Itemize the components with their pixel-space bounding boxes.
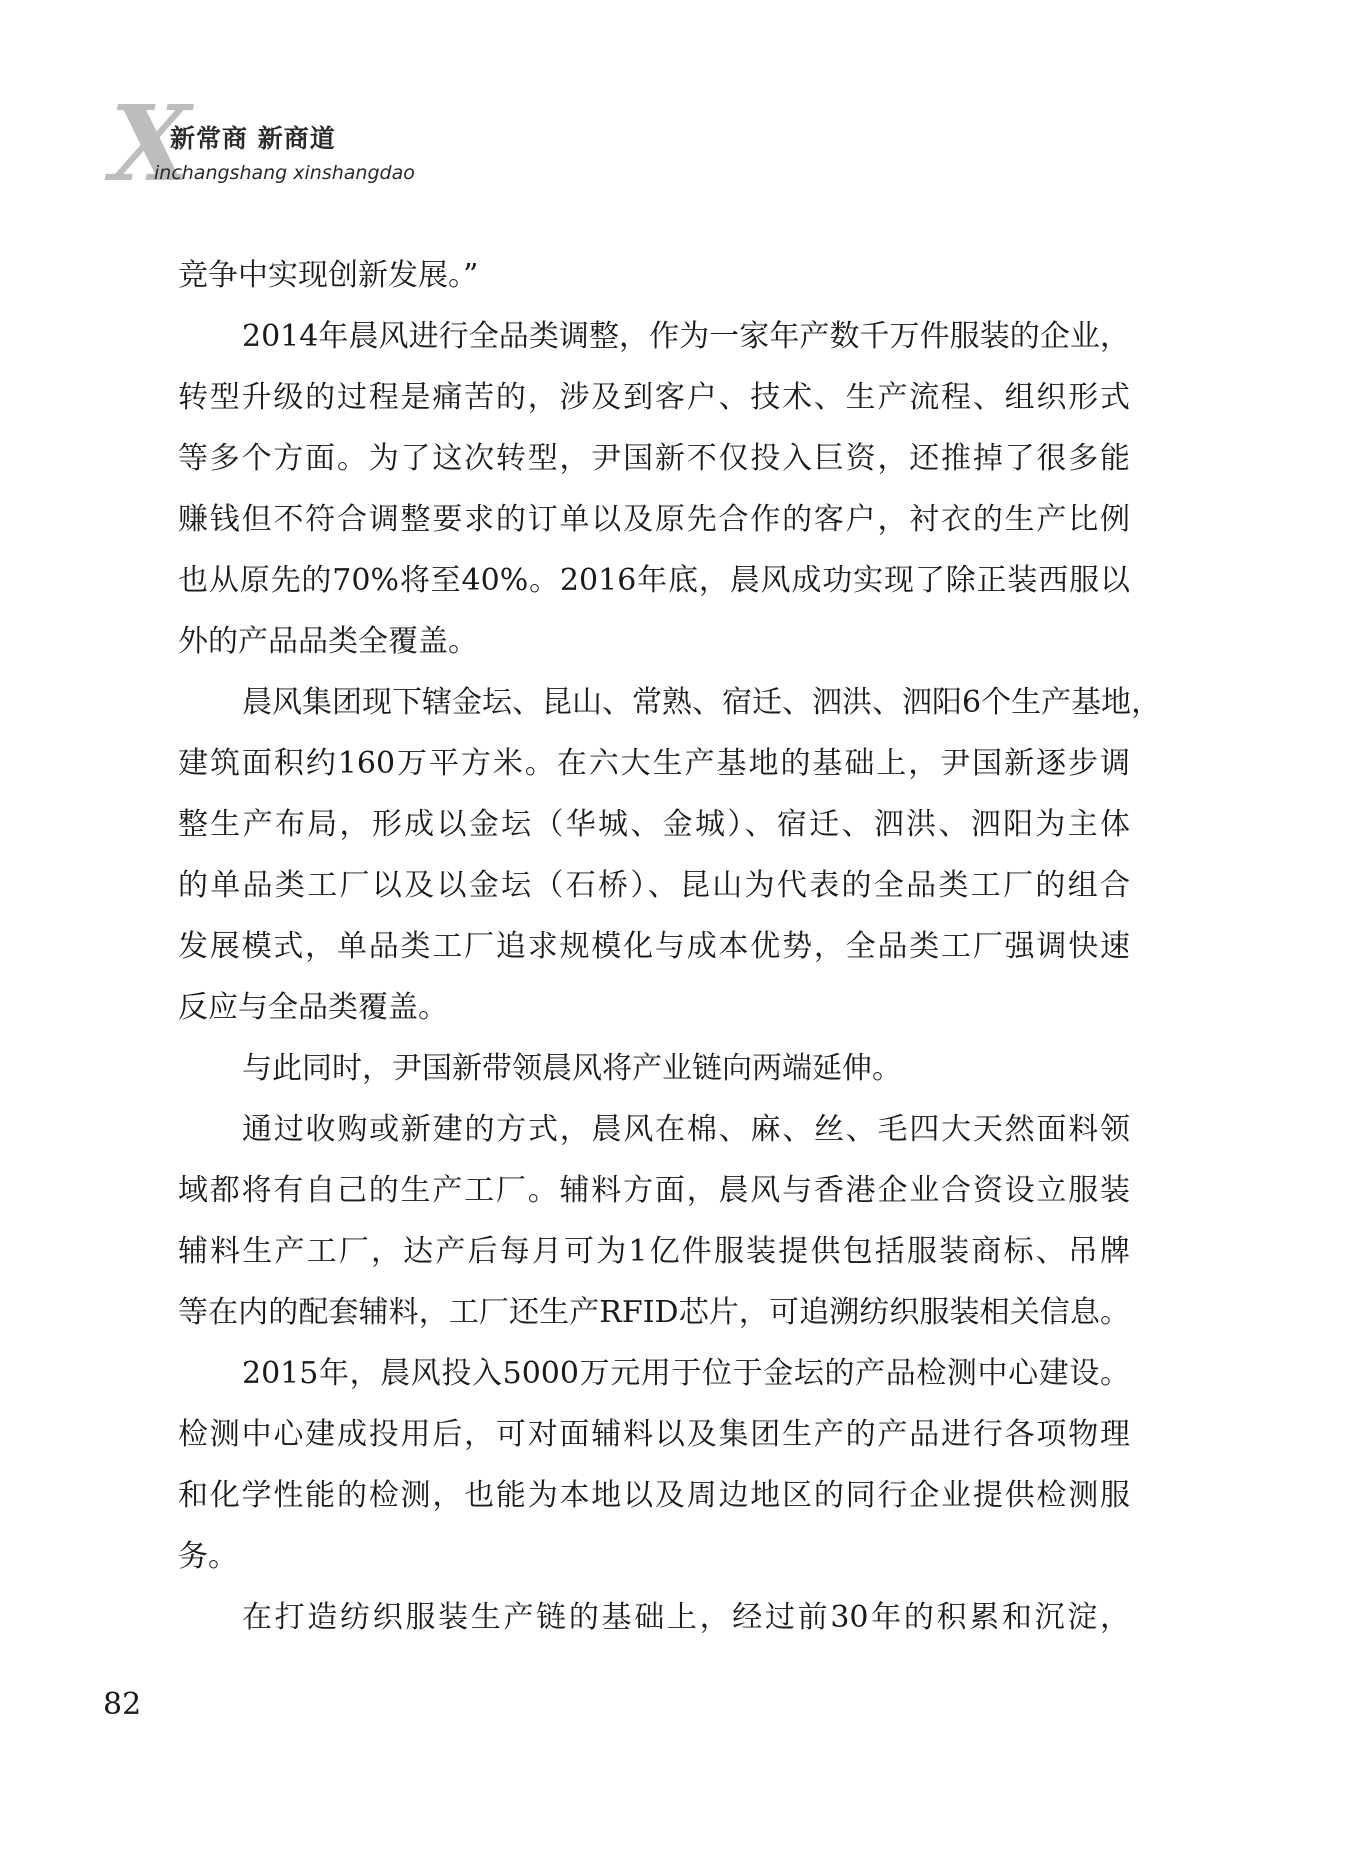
- text-line: 通过收购或新建的方式，晨风在棉、麻、丝、毛四大天然面料领: [242, 1112, 1130, 1147]
- text-line: 发展模式，单品类工厂追求规模化与成本优势，全品类工厂强调快速: [178, 929, 1130, 964]
- text-line: 整生产布局，形成以金坛（华城、金城）、宿迁、泗洪、泗阳为主体: [178, 807, 1130, 842]
- text-line: 赚钱但不符合调整要求的订单以及原先合作的客户，衬衣的生产比例: [178, 502, 1130, 537]
- text-line: 晨风集团现下辖金坛、昆山、常熟、宿迁、泗洪、泗阳6个生产基地，: [242, 685, 1162, 720]
- text-line: 建筑面积约160万平方米。在六大生产基地的基础上，尹国新逐步调: [178, 746, 1130, 781]
- text-line: 与此同时，尹国新带领晨风将产业链向两端延伸。: [242, 1051, 902, 1086]
- text-line: 转型升级的过程是痛苦的，涉及到客户、技术、生产流程、组织形式: [178, 380, 1130, 415]
- text-line: 务。: [178, 1539, 238, 1574]
- text-line: 等在内的配套辅料，工厂还生产RFID芯片，可追溯纺织服装相关信息。: [178, 1295, 1130, 1330]
- text-line: 和化学性能的检测，也能为本地以及周边地区的同行企业提供检测服: [178, 1478, 1130, 1513]
- running-header: [110, 82, 430, 205]
- text-line: 在打造纺织服装生产链的基础上，经过前30年的积累和沉淀，: [242, 1600, 1130, 1635]
- header-logo-letter: X: [110, 82, 187, 205]
- text-line: 外的产品品类全覆盖。: [178, 624, 478, 659]
- text-line: 2014年晨风进行全品类调整，作为一家年产数千万件服装的企业，: [242, 319, 1130, 354]
- text-line: 的单品类工厂以及以金坛（石桥）、昆山为代表的全品类工厂的组合: [178, 868, 1130, 903]
- text-line: 竞争中实现创新发展。”: [178, 258, 479, 293]
- text-line: 反应与全品类覆盖。: [178, 990, 448, 1025]
- text-line: 检测中心建成投用后，可对面辅料以及集团生产的产品进行各项物理: [178, 1417, 1130, 1452]
- body-text: [178, 245, 1162, 1648]
- text-line: 2015年，晨风投入5000万元用于位于金坛的产品检测中心建设。: [242, 1356, 1130, 1391]
- text-line: 域都将有自己的生产工厂。辅料方面，晨风与香港企业合资设立服装: [178, 1173, 1130, 1208]
- page-number: 82: [103, 1687, 142, 1722]
- text-line: 辅料生产工厂，达产后每月可为1亿件服装提供包括服装商标、吊牌: [178, 1234, 1130, 1269]
- text-line: 等多个方面。为了这次转型，尹国新不仅投入巨资，还推掉了很多能: [178, 441, 1130, 476]
- text-line: 也从原先的70%将至40%。2016年底，晨风成功实现了除正装西服以: [178, 563, 1130, 598]
- header-title-chinese: 新常商 新商道: [170, 124, 336, 153]
- header-title-pinyin: inchangshang xinshangdao: [154, 162, 415, 184]
